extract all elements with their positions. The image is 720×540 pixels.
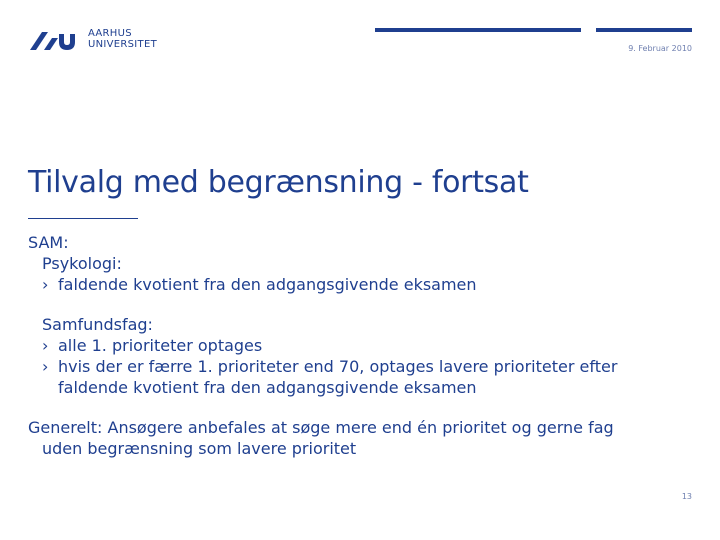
social-studies-bullet-2 (28, 356, 698, 377)
header-bar-left (375, 28, 581, 32)
social-studies-bullet-2-continued: faldende kvotient fra den adgangsgivende eksamen (58, 378, 477, 397)
bullet-mark: › (42, 336, 49, 355)
page-number: 13 (681, 492, 692, 501)
logo-line-1: AARHUS (88, 28, 132, 39)
university-name (88, 28, 157, 50)
header-bar-right (596, 28, 692, 32)
logo-line-2: UNIVERSITET (88, 39, 157, 50)
sam-label: SAM: (28, 233, 69, 252)
general-note-continued: uden begrænsning som lavere prioritet (42, 439, 357, 458)
bullet-text: faldende kvotient fra den adgangsgivende eksamen (58, 275, 477, 294)
bullet-text: alle 1. prioriteter optages (58, 336, 263, 355)
title-underline (28, 218, 138, 219)
slide-title: Tilvalg med begrænsning - fortsat (28, 165, 529, 200)
bullet-text: hvis der er færre 1. prioriteter end 70, optages lavere prioriteter efter (58, 357, 618, 376)
slide-body (28, 232, 698, 459)
aarhus-university-logo-icon (28, 28, 78, 52)
bullet-mark: › (42, 357, 49, 376)
psychology-bullet (28, 274, 698, 295)
bullet-mark: › (42, 275, 49, 294)
social-studies-label: Samfundsfag: (42, 315, 153, 334)
social-studies-bullet-1 (28, 335, 698, 356)
psychology-label: Psykologi: (42, 254, 122, 273)
general-note: Generelt: Ansøgere anbefales at søge mere end én prioritet og gerne fag (28, 418, 614, 437)
slide-date: 9. Februar 2010 (628, 44, 692, 53)
